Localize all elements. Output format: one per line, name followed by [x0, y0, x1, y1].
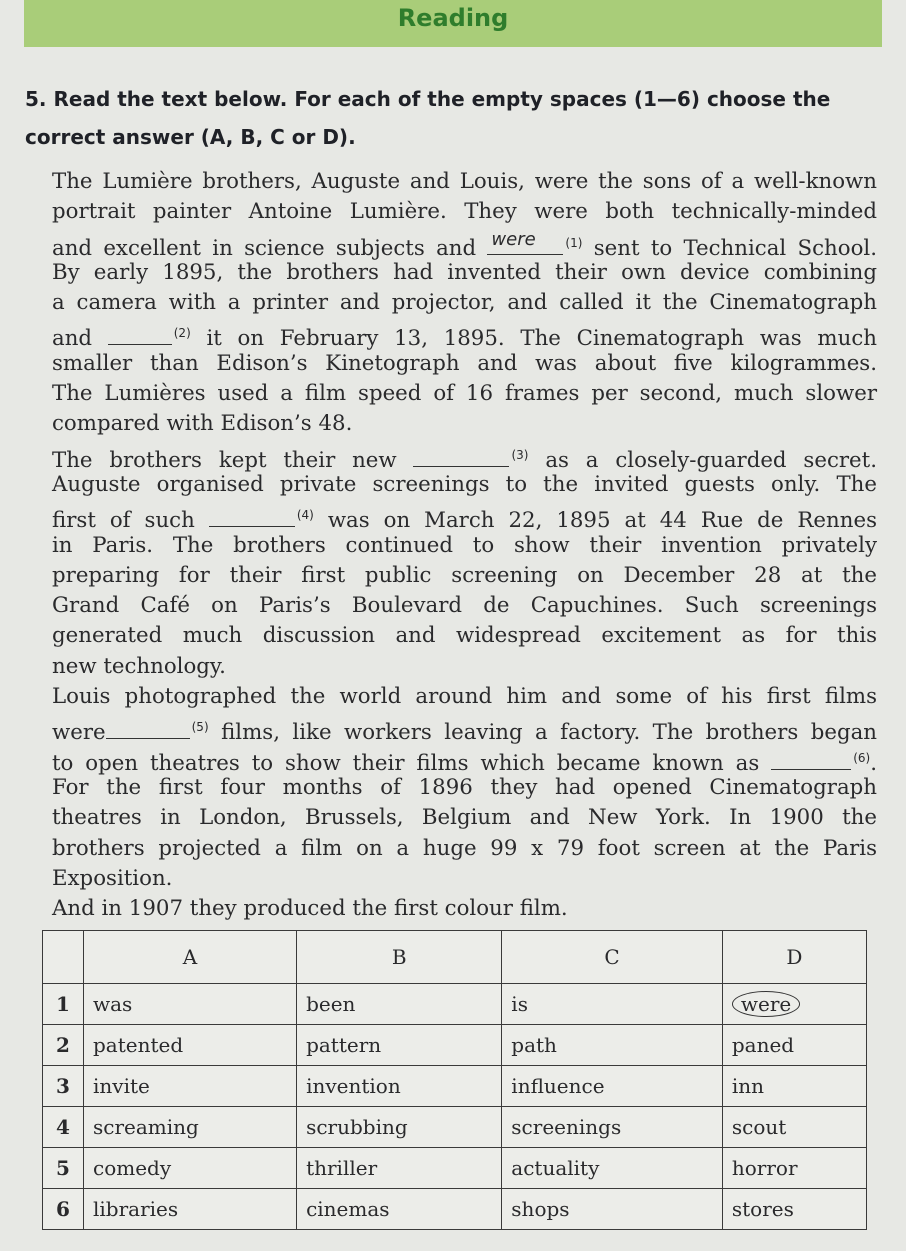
passage-line-gap-6: to open theatres to show their films which became known as $^{(6)}$.	[52, 750, 877, 776]
option-b[interactable]: scrubbing	[297, 1107, 502, 1148]
passage-line: The Lumière brothers, Auguste and Louis, were the sons of a well-known	[52, 169, 877, 194]
gap-3-blank	[413, 448, 509, 467]
table-row	[43, 1189, 867, 1230]
table-header-row	[43, 931, 867, 984]
option-b[interactable]: thriller	[297, 1148, 502, 1189]
passage-line: Louis photographed the world around him and some of his first films	[52, 684, 877, 710]
option-a[interactable]: was	[84, 984, 297, 1025]
passage-line: in Paris. The brothers continued to show their invention privately	[52, 532, 877, 558]
row-number: 5	[43, 1148, 84, 1189]
gap-2-blank	[108, 326, 172, 345]
option-a[interactable]: patented	[84, 1025, 297, 1066]
gap-5-blank	[106, 720, 190, 739]
row-number: 6	[43, 1189, 84, 1230]
option-d[interactable]: paned	[722, 1025, 866, 1066]
section-header-band	[24, 0, 882, 47]
option-d[interactable]: stores	[722, 1189, 866, 1230]
passage-line-gap-4: first of such $^{(4)}$ was on March 22, 1895 at 44 Rue de Rennes	[52, 508, 877, 534]
passage-line: brothers projected a film on a huge 99 x 79 foot screen at the Paris	[52, 835, 877, 861]
table-row	[43, 1025, 867, 1066]
option-c[interactable]: influence	[502, 1066, 723, 1107]
gap-marker-3: (3)	[511, 447, 529, 462]
column-header-a: A	[84, 931, 297, 984]
column-header-d: D	[722, 931, 866, 984]
table-row	[43, 1066, 867, 1107]
passage-line: preparing for their first public screening on December 28 at the	[52, 562, 877, 588]
passage-line-gap-1: and excellent in science subjects and were $^{(1)}$ sent to Technical School.	[52, 228, 877, 258]
gap-marker-5: (5)	[191, 720, 209, 735]
task-line-1: 5. Read the text below. For each of the empty spaces (1—6) choose the	[25, 87, 831, 111]
column-header-c: C	[502, 931, 723, 984]
passage-line: The Lumières used a film speed of 16 frames per second, much slower	[52, 381, 877, 407]
option-b[interactable]: cinemas	[297, 1189, 502, 1230]
option-c[interactable]: is	[502, 984, 723, 1025]
option-c[interactable]: shops	[502, 1189, 723, 1230]
option-a[interactable]: libraries	[84, 1189, 297, 1230]
gap-4-blank	[209, 508, 295, 527]
row-number: 3	[43, 1066, 84, 1107]
gap-1-answer: were	[491, 229, 536, 251]
table-row	[43, 984, 867, 1025]
gap-marker-6: (6)	[853, 750, 871, 765]
passage-line: a camera with a printer and projector, and called it the Cinematograph	[52, 290, 877, 316]
passage-line: generated much discussion and widespread excitement as for this	[52, 623, 877, 649]
option-a[interactable]: invite	[84, 1066, 297, 1107]
gap-marker-4: (4)	[296, 508, 314, 523]
passage-line: smaller than Edison’s Kinetograph and was about five kilogrammes.	[52, 350, 877, 376]
passage-line: compared with Edison’s 48.	[52, 411, 353, 437]
option-d[interactable]	[722, 984, 866, 1025]
passage-line-gap-3: The brothers kept their new $^{(3)}$ as a closely-guarded secret.	[52, 447, 877, 473]
row-number: 4	[43, 1107, 84, 1148]
passage-line: And in 1907 they produced the first colour film.	[52, 896, 568, 922]
task-instruction	[25, 80, 885, 156]
option-b[interactable]: been	[297, 984, 502, 1025]
circled-answer: were	[732, 991, 800, 1017]
passage-line: new technology.	[52, 653, 226, 679]
gap-1-blank	[487, 229, 563, 255]
option-d[interactable]: scout	[722, 1107, 866, 1148]
table-row	[43, 1148, 867, 1189]
answer-options-table	[42, 930, 867, 1230]
passage-line-gap-2: and $^{(2)}$ it on February 13, 1895. The Cinematograph was much	[52, 326, 877, 352]
passage-line: Exposition.	[52, 865, 173, 891]
option-b[interactable]: pattern	[297, 1025, 502, 1066]
option-a[interactable]: comedy	[84, 1148, 297, 1189]
row-number: 2	[43, 1025, 84, 1066]
passage-line: theatres in London, Brussels, Belgium and New York. In 1900 the	[52, 805, 877, 831]
passage-line: For the first four months of 1896 they had opened Cinematograph	[52, 774, 877, 800]
option-c[interactable]: screenings	[502, 1107, 723, 1148]
option-a[interactable]: screaming	[84, 1107, 297, 1148]
row-number: 1	[43, 984, 84, 1025]
gap-marker-1: (1)	[565, 235, 583, 250]
passage-line: Grand Café on Paris’s Boulevard de Capuchines. Such screenings	[52, 593, 877, 619]
gap-6-blank	[771, 751, 851, 770]
gap-marker-2: (2)	[173, 326, 191, 341]
option-d[interactable]: horror	[722, 1148, 866, 1189]
option-b[interactable]: invention	[297, 1066, 502, 1107]
option-c[interactable]: path	[502, 1025, 723, 1066]
column-header-b: B	[297, 931, 502, 984]
passage-line: Auguste organised private screenings to the invited guests only. The	[52, 471, 877, 497]
task-line-2: correct answer (A, B, C or D).	[25, 125, 356, 149]
passage-line-gap-5: were $^{(5)}$ films, like workers leaving a factory. The brothers began	[52, 720, 877, 746]
passage-line: By early 1895, the brothers had invented their own device combining	[52, 259, 877, 285]
section-title: Reading	[397, 4, 509, 32]
option-c[interactable]: actuality	[502, 1148, 723, 1189]
reading-passage	[52, 167, 877, 924]
option-d[interactable]: inn	[722, 1066, 866, 1107]
passage-line: portrait painter Antoine Lumière. They were both technically-minded	[52, 199, 877, 225]
table-row	[43, 1107, 867, 1148]
corner-cell	[43, 931, 84, 984]
